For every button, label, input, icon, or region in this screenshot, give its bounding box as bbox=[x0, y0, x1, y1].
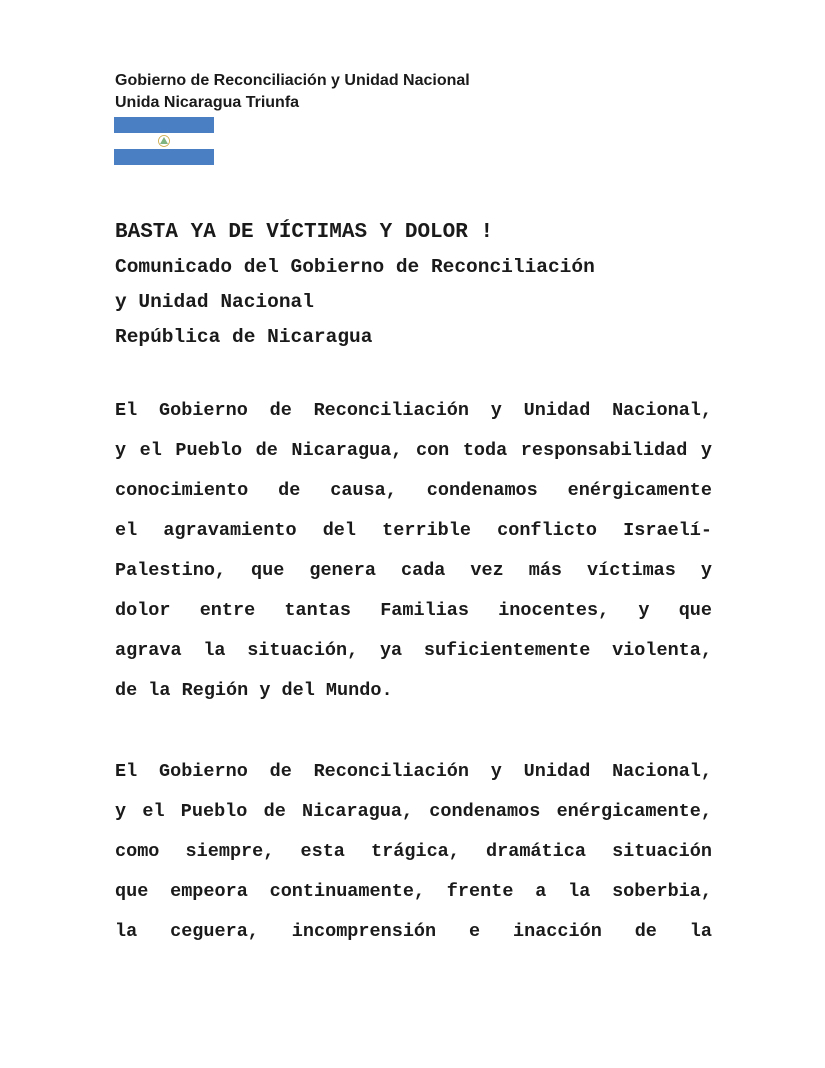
paragraph-line: El Gobierno de Reconciliación y Unidad Nacional, bbox=[115, 400, 712, 421]
communique-subtitle-line-1: Comunicado del Gobierno de Reconciliación bbox=[115, 256, 595, 278]
document-header bbox=[115, 70, 470, 114]
communique-title-block bbox=[115, 215, 595, 355]
paragraph-line: que empeora continuamente, frente a la soberbia, bbox=[115, 881, 712, 902]
paragraph-line: la ceguera, incomprensión e inacción de la bbox=[115, 921, 712, 942]
paragraph-line: de la Región y del Mundo. bbox=[115, 680, 393, 701]
communique-subtitle-line-2: y Unidad Nacional bbox=[115, 291, 314, 313]
government-slogan: Unida Nicaragua Triunfa bbox=[115, 94, 300, 111]
paragraph-1 bbox=[115, 391, 712, 711]
paragraph-line: agrava la situación, ya suficientemente violenta, bbox=[115, 640, 712, 661]
government-name: Gobierno de Reconciliación y Unidad Nacional bbox=[115, 72, 470, 89]
paragraph-line: conocimiento de causa, condenamos enérgicamente bbox=[115, 480, 712, 501]
nicaragua-flag-icon bbox=[114, 117, 214, 165]
paragraph-2 bbox=[115, 752, 712, 952]
flag-bottom-stripe bbox=[114, 149, 214, 165]
communique-subtitle-line-3: República de Nicaragua bbox=[115, 326, 373, 348]
flag-top-stripe bbox=[114, 117, 214, 133]
paragraph-line: dolor entre tantas Familias inocentes, y que bbox=[115, 600, 712, 621]
paragraph-line: como siempre, esta trágica, dramática situación bbox=[115, 841, 712, 862]
paragraph-line: El Gobierno de Reconciliación y Unidad Nacional, bbox=[115, 761, 712, 782]
paragraph-line: Palestino, que genera cada vez más víctimas y bbox=[115, 560, 712, 581]
paragraph-line: y el Pueblo de Nicaragua, condenamos enérgicamente, bbox=[115, 801, 712, 822]
paragraph-line: y el Pueblo de Nicaragua, con toda responsabilidad y bbox=[115, 440, 712, 461]
communique-headline: BASTA YA DE VÍCTIMAS Y DOLOR ! bbox=[115, 221, 494, 244]
paragraph-line: el agravamiento del terrible conflicto Israelí- bbox=[115, 520, 712, 541]
